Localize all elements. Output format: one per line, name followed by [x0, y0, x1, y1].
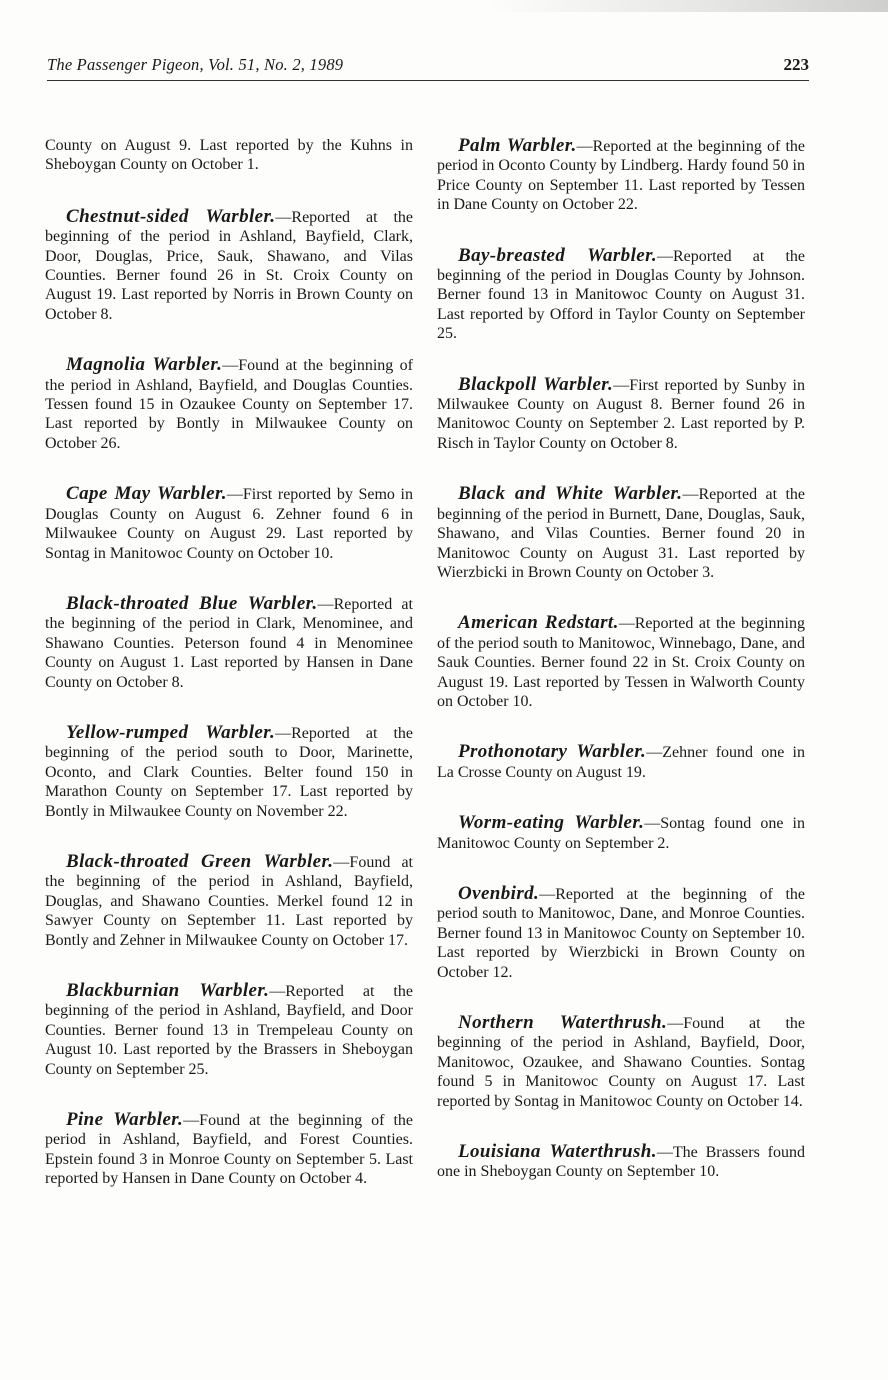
- species-entry: [437, 484, 805, 582]
- species-entry: [45, 723, 413, 821]
- species-account: —First reported by Semo in Douglas County on August 6. Zehner found 6 in Milwaukee County on August 29. Last reported by Sontag in Manitowoc County on October 10.: [45, 486, 413, 562]
- species-account: —Sontag found one in Manitowoc County on September 2.: [437, 815, 805, 852]
- species-name: Pine Warbler.: [66, 1109, 184, 1131]
- species-entry: [45, 355, 413, 453]
- species-name: Louisiana Waterthrush.: [458, 1141, 657, 1163]
- species-account: —Zehner found one in La Crosse County on August 19.: [437, 744, 805, 781]
- species-account: —Found at the beginning of the period in Ashland, Bayfield, Door, Manitowoc, Ozaukee, and Shawano Counties. Sontag found 5 in Manitowoc County on August 17. Last reported by Sontag in Manitowoc County on October 14.: [437, 1015, 805, 1110]
- species-name: Chestnut-sided Warbler.: [66, 205, 276, 227]
- species-name: Palm Warbler.: [458, 135, 577, 156]
- species-name: Blackburnian Warbler.: [66, 980, 270, 1001]
- species-name: Black-throated Blue Warbler.: [66, 592, 318, 614]
- species-name: Black and White Warbler.: [458, 483, 683, 505]
- journal-citation: The Passenger Pigeon, Vol. 51, No. 2, 1989: [47, 55, 344, 74]
- species-account: —The Brassers found one in Sheboygan County on September 10.: [437, 1144, 805, 1181]
- species-name: Northern Waterthrush.: [458, 1012, 668, 1033]
- species-entry: [437, 136, 805, 215]
- species-entry: [437, 375, 805, 454]
- species-name: Black-throated Green Warbler.: [66, 850, 334, 872]
- species-name: Prothonotary Warbler.: [458, 741, 647, 763]
- species-account: —Reported at the beginning of the period south to Door, Marinette, Oconto, and Clark Counties. Belter found 150 in Marathon County on September 17. Last reported by Bontly in Milwaukee County on November 22.: [45, 724, 413, 820]
- species-account: —Reported at the beginning of the period in Burnett, Dane, Douglas, Sauk, Shawano, and Vilas Counties. Berner found 20 in Manitowoc County on August 31. Last reported by Wierzbicki in Brown County on October 3.: [437, 486, 805, 581]
- species-account: —Reported at the beginning of the period in Clark, Menominee, and Shawano Counties. Peterson found 4 in Menominee County on August 1. Last reported by Hansen in Dane County on October 8.: [45, 595, 413, 691]
- species-entry: [45, 981, 413, 1079]
- species-entry: [45, 484, 413, 563]
- species-entry: [437, 884, 805, 982]
- species-entry: [45, 207, 413, 324]
- species-account: —Found at the beginning of the period in Ashland, Bayfield, and Douglas Counties. Tessen found 15 in Ozaukee County on September 17. Last reported by Bontly in Milwaukee County on October 26.: [45, 357, 413, 452]
- running-header: [47, 50, 809, 81]
- left-column: [45, 136, 413, 1220]
- species-entry: [45, 852, 413, 950]
- species-account: —Reported at the beginning of the period in Douglas County by Johnson. Berner found 13 in Manitowoc County on August 31. Last reported by Offord in Taylor County on September 25.: [437, 247, 806, 343]
- scan-edge-shading: [0, 0, 888, 12]
- species-name: Yellow-rumped Warbler.: [66, 721, 276, 743]
- species-account: —Found at the beginning of the period in Ashland, Bayfield, Douglas, and Shawano Counties. Merkel found 12 in Sawyer County on September 11. Last reported by Bontly and Zehner in Milwaukee County on October 17.: [45, 853, 413, 949]
- species-account: —Reported at the beginning of the period in Ashland, Bayfield, and Door Counties. Berner found 13 in Trempeleau County on August 10. Last reported by the Brassers in Sheboygan County on September 25.: [45, 983, 413, 1078]
- species-name: American Redstart.: [458, 612, 619, 634]
- species-entry: [437, 1142, 805, 1182]
- species-account: —Reported at the beginning of the period in Oconto County by Lindberg. Hardy found 50 in Price County on September 11. Last reported by Tessen in Dane County on October 22.: [437, 138, 806, 214]
- species-name: Bay-breasted Warbler.: [458, 244, 657, 266]
- species-account: —Reported at the beginning of the period south to Manitowoc, Dane, and Monroe Counties. Berner found 13 in Manitowoc County on September 10. Last reported by Wierzbicki in Brown County on October 12.: [437, 885, 805, 981]
- species-entry: [437, 1013, 805, 1111]
- species-account: —Found at the beginning of the period in Ashland, Bayfield, and Forest Counties. Epstein found 3 in Monroe County on September 5. Last reported by Hansen in Dane County on October 4.: [45, 1112, 413, 1188]
- species-entry: [45, 1110, 413, 1189]
- species-name: Cape May Warbler.: [66, 483, 227, 505]
- right-column: [437, 136, 805, 1213]
- species-name: Magnolia Warbler.: [66, 354, 223, 376]
- species-name: Ovenbird.: [458, 882, 540, 904]
- species-account: —Reported at the beginning of the period in Ashland, Bayfield, Clark, Door, Douglas, Price, Sauk, Shawano, and Vilas Counties. Berner found 26 in St. Croix County on August 19. Last reported by Norris in Brown County on October 8.: [45, 208, 413, 323]
- continued-paragraph: County on August 9. Last reported by the Kuhns in Sheboygan County on October 1.: [45, 137, 413, 174]
- species-name: Blackpoll Warbler.: [458, 373, 614, 395]
- species-entry: [437, 813, 805, 853]
- species-entry: [437, 742, 805, 782]
- page-number: 223: [783, 55, 809, 74]
- species-account: —Reported at the beginning of the period south to Manitowoc, Winnebago, Dane, and Sauk Counties. Berner found 22 in St. Croix County on August 19. Last reported by Tessen in Walworth County on October 10.: [437, 615, 806, 710]
- species-entry: [437, 246, 805, 344]
- species-account: —First reported by Sunby in Milwaukee County on August 8. Berner found 26 in Manitowoc County on September 2. Last reported by P. Risch in Taylor County on October 8.: [437, 376, 805, 452]
- species-entry: [437, 613, 805, 711]
- species-entry: [45, 594, 413, 692]
- species-name: Worm-eating Warbler.: [458, 812, 645, 834]
